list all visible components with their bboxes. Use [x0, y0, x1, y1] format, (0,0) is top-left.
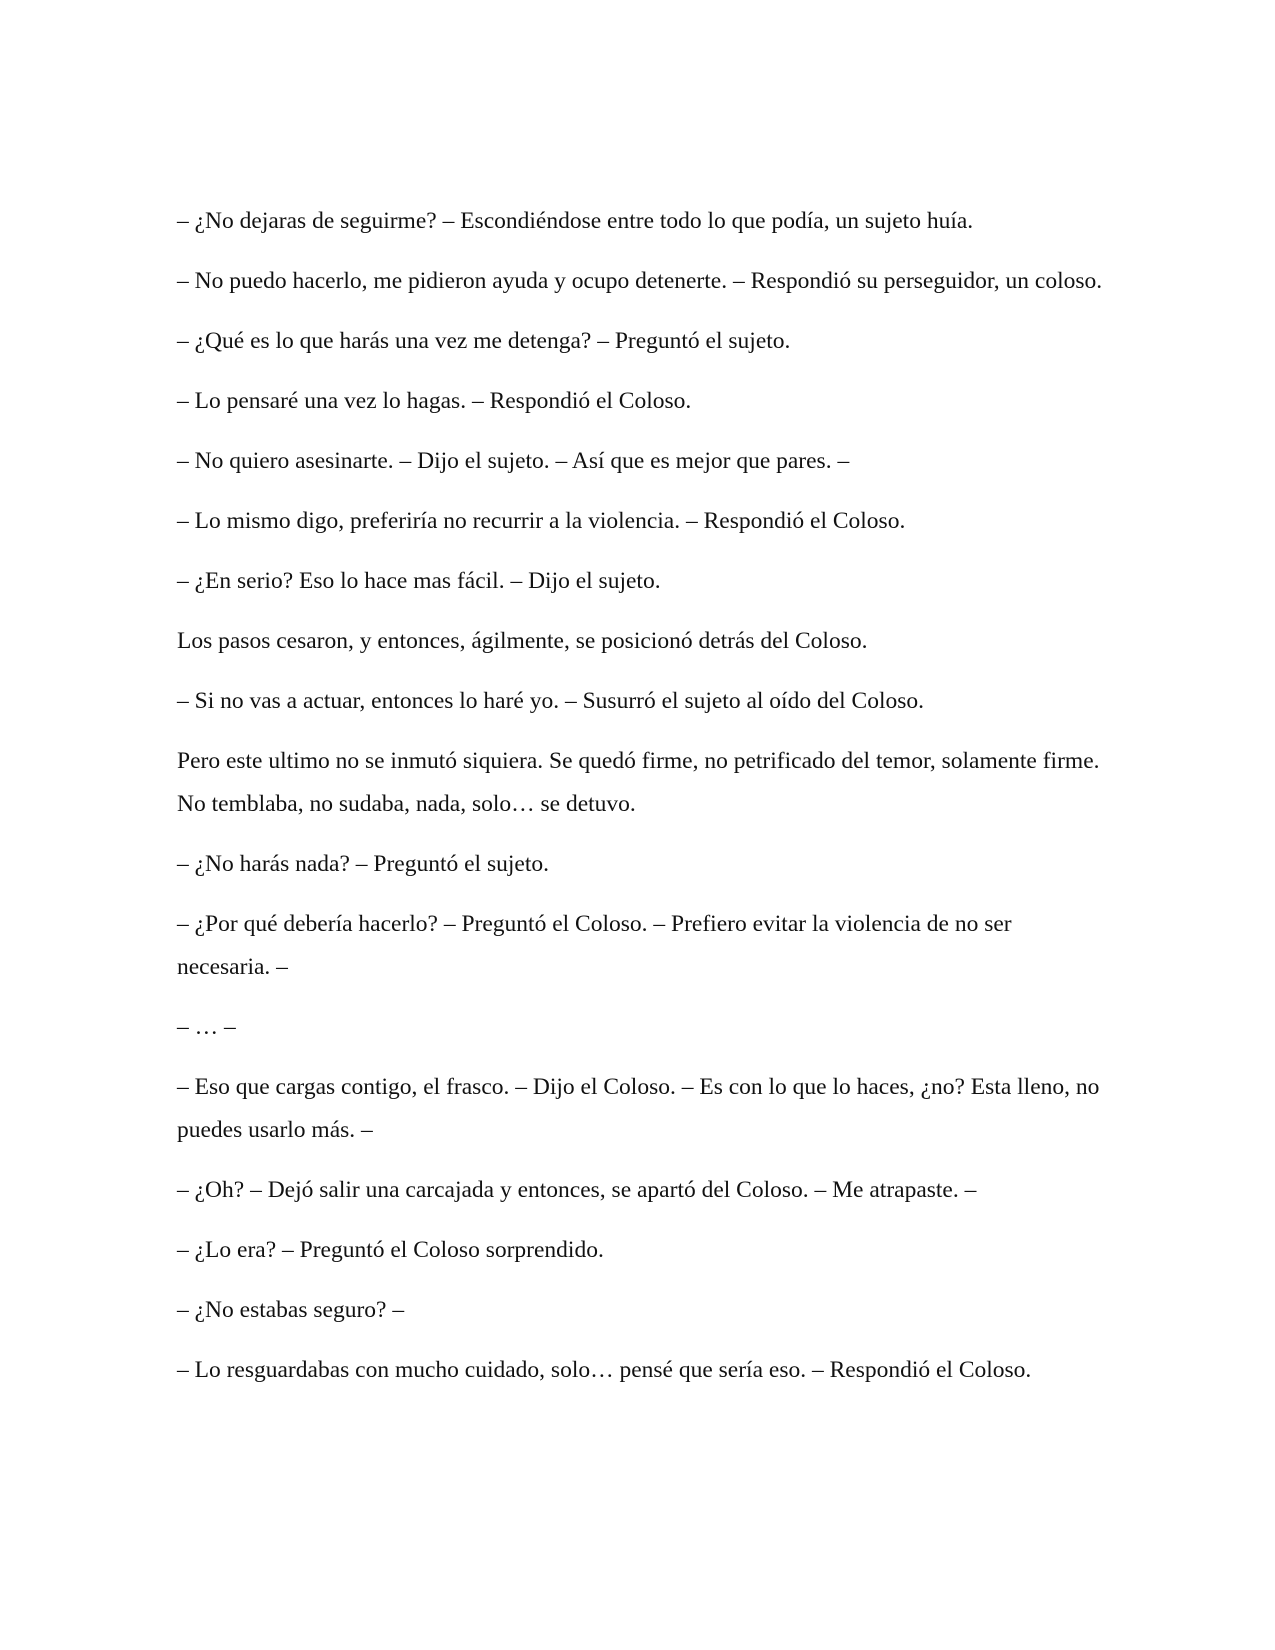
paragraph: – ¿En serio? Eso lo hace mas fácil. – Dijo el sujeto. [177, 568, 661, 594]
paragraph: – Lo pensaré una vez lo hagas. – Respondió el Coloso. [177, 388, 692, 414]
paragraph: – ¿No harás nada? – Preguntó el sujeto. [177, 851, 549, 877]
paragraph: – ¿Por qué debería hacerlo? – Preguntó el Coloso. – Prefiero evitar la violencia de no ser necesaria. – [177, 911, 1012, 980]
paragraph: – No quiero asesinarte. – Dijo el sujeto. – Así que es mejor que pares. – [177, 448, 850, 474]
paragraph: – ¿No estabas seguro? – [177, 1297, 405, 1323]
paragraph: – ¿No dejaras de seguirme? – Escondiéndose entre todo lo que podía, un sujeto huía. [177, 208, 974, 234]
paragraph: – ¿Qué es lo que harás una vez me detenga? – Preguntó el sujeto. [177, 328, 791, 354]
paragraph: – No puedo hacerlo, me pidieron ayuda y ocupo detenerte. – Respondió su perseguidor, un coloso. [177, 268, 1103, 294]
paragraph: – Lo resguardabas con mucho cuidado, solo… pensé que sería eso. – Respondió el Coloso. [177, 1357, 1032, 1383]
paragraph: – ¿Lo era? – Preguntó el Coloso sorprendido. [177, 1237, 604, 1263]
paragraph: – Eso que cargas contigo, el frasco. – Dijo el Coloso. – Es con lo que lo haces, ¿no? Esta lleno, no puedes usarlo más. – [177, 1074, 1100, 1143]
paragraph: – ¿Oh? – Dejó salir una carcajada y entonces, se apartó del Coloso. – Me atrapaste. – [177, 1177, 977, 1203]
document-body [177, 200, 1107, 1409]
paragraph: Los pasos cesaron, y entonces, ágilmente, se posicionó detrás del Coloso. [177, 628, 868, 654]
paragraph: – … – [177, 1014, 236, 1040]
paragraph: Pero este ultimo no se inmutó siquiera. Se quedó firme, no petrificado del temor, solamente firme. No temblaba, no sudaba, nada, solo… se detuvo. [177, 748, 1100, 817]
paragraph: – Si no vas a actuar, entonces lo haré yo. – Susurró el sujeto al oído del Coloso. [177, 688, 924, 714]
paragraph: – Lo mismo digo, preferiría no recurrir a la violencia. – Respondió el Coloso. [177, 508, 906, 534]
